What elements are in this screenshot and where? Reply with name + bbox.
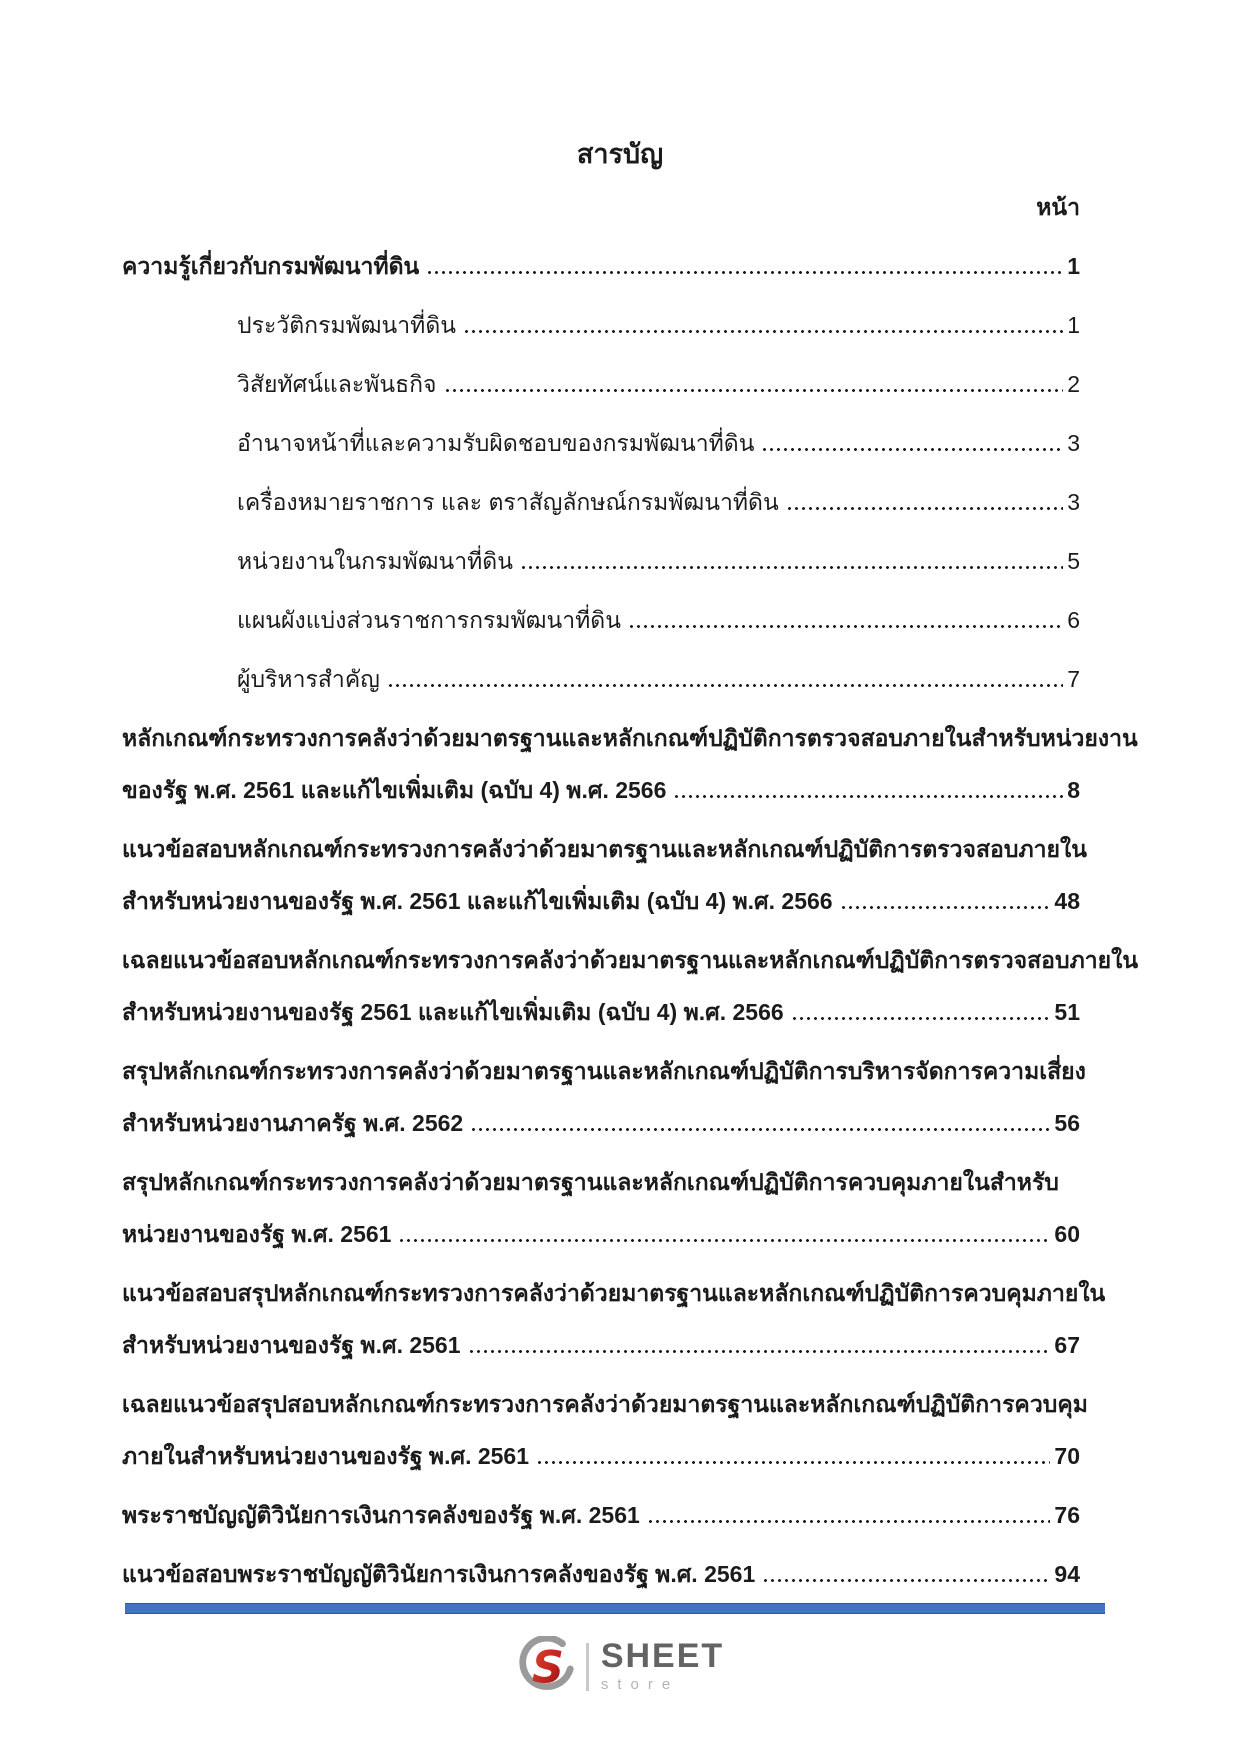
- toc-entry-text: แผนผังแบ่งส่วนราชการกรมพัฒนาที่ดิน: [237, 607, 621, 633]
- toc-entry-text: แนวข้อสอบสรุปหลักเกณฑ์กระทรวงการคลังว่าด้วยมาตรฐานและหลักเกณฑ์ปฏิบัติการควบคุมภายใน: [122, 1280, 1106, 1306]
- toc-entry-text: ของรัฐ พ.ศ. 2561 และแก้ไขเพิ่มเติม (ฉบับ 4) พ.ศ. 2566: [122, 777, 667, 803]
- toc-entry: [122, 712, 1138, 816]
- dot-leader: [426, 271, 1063, 274]
- toc-entry-line: [122, 875, 1080, 927]
- dot-leader: [398, 1239, 1050, 1242]
- toc-entry-text: สำหรับหน่วยงานของรัฐ 2561 และแก้ไขเพิ่มเติม (ฉบับ 4) พ.ศ. 2566: [122, 999, 784, 1025]
- toc-entry-text: แนวข้อสอบพระราชบัญญัติวินัยการเงินการคลังของรัฐ พ.ศ. 2561: [122, 1561, 756, 1587]
- toc-entry: [122, 823, 1087, 927]
- page-number: 7: [1067, 666, 1080, 692]
- dot-leader: [628, 625, 1063, 628]
- page-column-label: หน้า: [1036, 194, 1080, 220]
- toc-entry-text: หน่วยงานในกรมพัฒนาที่ดิน: [237, 548, 513, 574]
- toc-entry: [122, 299, 1080, 351]
- page-number: 1: [1067, 253, 1080, 279]
- page-number: 48: [1054, 888, 1080, 914]
- toc-entry-line: [122, 1267, 1106, 1319]
- dot-leader: [387, 684, 1063, 687]
- page-number: 94: [1054, 1561, 1080, 1587]
- dot-leader: [444, 389, 1064, 392]
- toc-entry: [122, 934, 1139, 1038]
- toc-entry: [122, 240, 1080, 292]
- page-number: 51: [1054, 999, 1080, 1025]
- dot-leader: [536, 1461, 1050, 1464]
- toc-entry-text: สรุปหลักเกณฑ์กระทรวงการคลังว่าด้วยมาตรฐานและหลักเกณฑ์ปฏิบัติการบริหารจัดการความเสี่ยง: [122, 1058, 1086, 1084]
- toc-entry-text: พระราชบัญญัติวินัยการเงินการคลังของรัฐ พ.ศ. 2561: [122, 1502, 640, 1528]
- sheetstore-logo: [516, 1636, 724, 1698]
- toc-entry-text: สำหรับหน่วยงานของรัฐ พ.ศ. 2561 และแก้ไขเพิ่มเติม (ฉบับ 4) พ.ศ. 2566: [122, 888, 833, 914]
- toc-entry-text: เครื่องหมายราชการ และ ตราสัญลักษณ์กรมพัฒนาที่ดิน: [237, 489, 779, 515]
- toc-entry-text: ภายในสำหรับหน่วยงานของรัฐ พ.ศ. 2561: [122, 1443, 530, 1469]
- toc-entry-line: [122, 1548, 1080, 1600]
- toc-entry: [122, 1156, 1080, 1260]
- toc-entry: [122, 1267, 1106, 1371]
- logo-divider: [586, 1643, 589, 1691]
- toc-entry-line: [122, 1489, 1080, 1541]
- dot-leader: [673, 795, 1063, 798]
- dot-leader: [786, 507, 1064, 510]
- footer-logo-area: [0, 1636, 1240, 1698]
- dot-leader: [520, 566, 1063, 569]
- toc-entry-text: วิสัยทัศน์และพันธกิจ: [237, 371, 437, 397]
- logo-subtitle: store: [600, 1676, 680, 1693]
- toc-entry-text: หน่วยงานของรัฐ พ.ศ. 2561: [122, 1221, 392, 1247]
- toc-entry-line: [122, 1430, 1080, 1482]
- toc-entry: [122, 1489, 1080, 1541]
- toc-entry-text: สำหรับหน่วยงานภาครัฐ พ.ศ. 2562: [122, 1110, 464, 1136]
- toc-entry-line: [122, 1378, 1088, 1430]
- toc-entry-line: [122, 823, 1087, 875]
- toc-entry-line: [122, 358, 1080, 410]
- toc-entry: [122, 476, 1080, 528]
- toc-list: [122, 240, 1139, 1600]
- footer-divider-bar: [125, 1603, 1105, 1614]
- toc-entry: [122, 1045, 1086, 1149]
- toc-entry: [122, 358, 1080, 410]
- logo-texts: [601, 1639, 724, 1695]
- toc-content: [0, 184, 1240, 1600]
- dot-leader: [470, 1128, 1050, 1131]
- toc-entry-text: สรุปหลักเกณฑ์กระทรวงการคลังว่าด้วยมาตรฐานและหลักเกณฑ์ปฏิบัติการควบคุมภายในสำหรับ: [122, 1169, 1059, 1195]
- page-number: 3: [1067, 430, 1080, 456]
- toc-entry-line: [122, 653, 1080, 705]
- toc-entry-text: สำหรับหน่วยงานของรัฐ พ.ศ. 2561: [122, 1332, 461, 1358]
- page-number: 3: [1067, 489, 1080, 515]
- page-number: 70: [1054, 1443, 1080, 1469]
- toc-entry-line: [122, 986, 1080, 1038]
- page-number: 5: [1067, 548, 1080, 574]
- toc-entry: [122, 653, 1080, 705]
- toc-entry: [122, 417, 1080, 469]
- toc-entry-text: เฉลยแนวข้อสอบหลักเกณฑ์กระทรวงการคลังว่าด้วยมาตรฐานและหลักเกณฑ์ปฏิบัติการตรวจสอบภายใน: [122, 947, 1139, 973]
- dot-leader: [762, 1579, 1050, 1582]
- toc-entry-text: ความรู้เกี่ยวกับกรมพัฒนาที่ดิน: [122, 253, 420, 279]
- toc-entry: [122, 1548, 1080, 1600]
- dot-leader: [840, 906, 1051, 909]
- toc-entry-text: แนวข้อสอบหลักเกณฑ์กระทรวงการคลังว่าด้วยมาตรฐานและหลักเกณฑ์ปฏิบัติการตรวจสอบภายใน: [122, 836, 1087, 862]
- toc-entry-text: หลักเกณฑ์กระทรวงการคลังว่าด้วยมาตรฐานและหลักเกณฑ์ปฏิบัติการตรวจสอบภายในสำหรับหน่วยงาน: [122, 725, 1138, 751]
- page-number: 67: [1054, 1332, 1080, 1358]
- dot-leader: [468, 1350, 1051, 1353]
- toc-entry-line: [122, 1156, 1080, 1208]
- page-number: 2: [1067, 371, 1080, 397]
- toc-entry-text: ประวัติกรมพัฒนาที่ดิน: [237, 312, 456, 338]
- toc-entry-line: [122, 1045, 1086, 1097]
- page-number: 76: [1054, 1502, 1080, 1528]
- toc-entry-line: [122, 240, 1080, 292]
- toc-entry-line: [122, 1208, 1080, 1260]
- toc-entry-line: [122, 417, 1080, 469]
- toc-entry-line: [122, 1319, 1080, 1371]
- toc-entry-line: [122, 934, 1139, 986]
- toc-entry-line: [122, 764, 1080, 816]
- toc-entry-text: อำนาจหน้าที่และความรับผิดชอบของกรมพัฒนาที่ดิน: [237, 430, 755, 456]
- dot-leader: [463, 330, 1063, 333]
- dot-leader: [791, 1017, 1051, 1020]
- page-number: 56: [1054, 1110, 1080, 1136]
- toc-entry: [122, 594, 1080, 646]
- page-number: 8: [1067, 777, 1080, 803]
- page-number: 1: [1067, 312, 1080, 338]
- toc-entry-line: [122, 1097, 1080, 1149]
- toc-entry-line: [122, 476, 1080, 528]
- toc-entry-text: เฉลยแนวข้อสรุปสอบหลักเกณฑ์กระทรวงการคลังว่าด้วยมาตรฐานและหลักเกณฑ์ปฏิบัติการควบคุม: [122, 1391, 1088, 1417]
- dot-leader: [647, 1520, 1051, 1523]
- toc-entry-text: ผู้บริหารสำคัญ: [237, 666, 380, 692]
- dot-leader: [761, 448, 1063, 451]
- toc-entry-line: [122, 594, 1080, 646]
- toc-entry-line: [122, 712, 1138, 764]
- sheetstore-s-icon: [516, 1636, 578, 1698]
- toc-entry-line: [122, 299, 1080, 351]
- svg-text:S: S: [531, 1641, 564, 1694]
- page-number: 60: [1054, 1221, 1080, 1247]
- toc-entry: [122, 535, 1080, 587]
- toc-entry: [122, 1378, 1088, 1482]
- page-number: 6: [1067, 607, 1080, 633]
- page-title: สารบัญ: [576, 139, 664, 169]
- toc-entry-line: [122, 535, 1080, 587]
- logo-name: SHEET: [600, 1637, 725, 1675]
